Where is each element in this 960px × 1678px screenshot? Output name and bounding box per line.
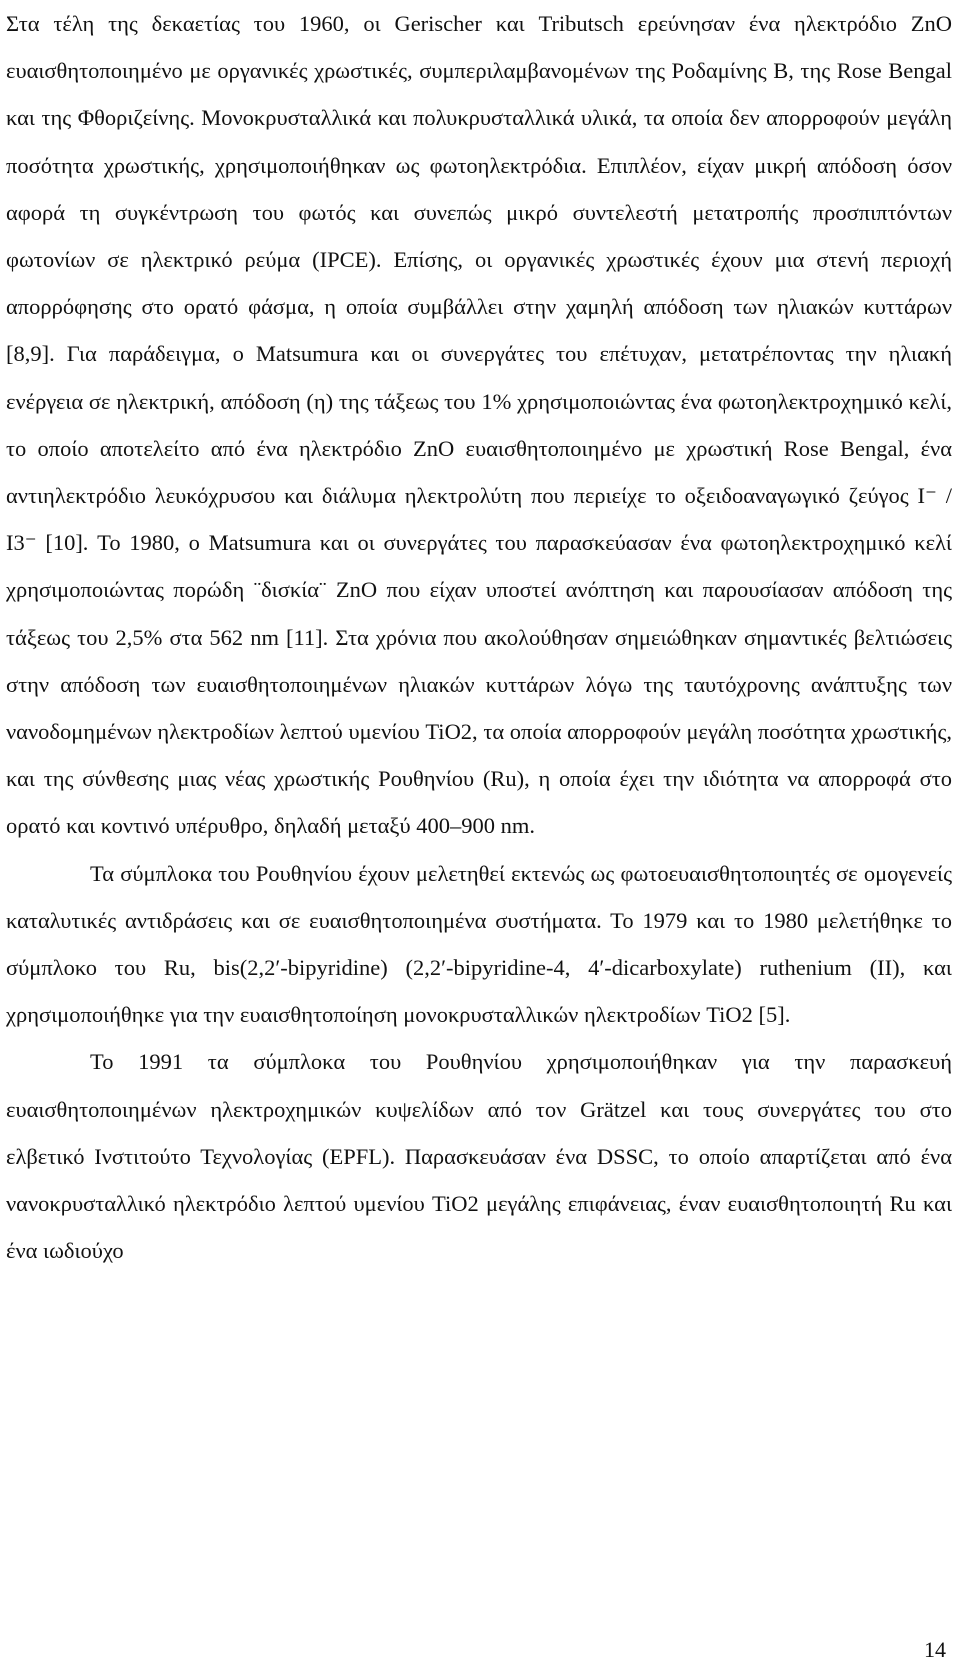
body-text (6, 0, 952, 1274)
paragraph-ruthenium-complexes: Τα σύμπλοκα του Ρουθηνίου έχουν μελετηθεί εκτενώς ως φωτοευαισθητοποιητές σε ομογενείς καταλυτικές αντιδράσεις και σε ευαισθητοποιημένα συστήματα. Το 1979 και το 1980 μελετήθηκε το σύμπλοκο του Ru, bis(2,2′-bipyridine) (2,2′-bipyridine-4, 4′-dicarboxylate) ruthenium (II), και χρησιμοποιήθηκε για την ευαισθητοποίηση μονοκρυσταλλικών ηλεκτροδίων TiO2 [5]. (6, 860, 952, 1028)
paragraph-history-zno: Στα τέλη της δεκαετίας του 1960, οι Gerischer και Tributsch ερεύνησαν ένα ηλεκτρόδιο ZnO ευαισθητοποιημένο με οργανικές χρωστικές, συμπεριλαμβανομένων της Ροδαμίνης Β, της Rose Bengal και της Φθοριζείνης. Μονοκρυσταλλικά και πολυκρυσταλλικά υλικά, τα οποία δεν απορροφούν μεγάλη ποσότητα χρωστικής, χρησιμοποιήθηκαν ως φωτοηλεκτρόδια. Επιπλέον, είχαν μικρή απόδοση όσον αφορά τη συγκέντρωση του φωτός και συνεπώς μικρό συντελεστή μετατροπής προσπιπτόντων φωτονίων σε ηλεκτρικό ρεύμα (IPCE). Επίσης, οι οργανικές χρωστικές έχουν μια στενή περιοχή απορρόφησης στο ορατό φάσμα, η οποία συμβάλλει στην χαμηλή απόδοση των ηλιακών κυττάρων [8,9]. Για παράδειγμα, ο Matsumura και οι συνεργάτες του επέτυχαν, μετατρέποντας την ηλιακή ενέργεια σε ηλεκτρική, απόδοση (η) της τάξεως του 1% χρησιμοποιώντας ένα φωτοηλεκτροχημικό κελί, το οποίο αποτελείτο από ένα ηλεκτρόδιο ZnO ευαισθητοποιημένο με χρωστική Rose Bengal, ένα αντιηλεκτρόδιο λευκόχρυσου και διάλυμα ηλεκτρολύτη που περιείχε το οξειδοαναγωγικό ζεύγος I⁻ / I3⁻ [10]. Το 1980, ο Matsumura και οι συνεργάτες του παρασκεύασαν ένα φωτοηλεκτροχημικό κελί χρησιμοποιώντας πορώδη ¨δισκία¨ ZnO που είχαν υποστεί ανόπτηση και παρουσίασαν απόδοση της τάξεως του 2,5% στα 562 nm [11]. Στα χρόνια που ακολούθησαν σημειώθηκαν σημαντικές βελτιώσεις στην απόδοση των ευαισθητοποιημένων ηλιακών κυττάρων λόγω της ταυτόχρονης ανάπτυξης των νανοδομημένων ηλεκτροδίων λεπτού υμενίου TiO2, τα οποία απορροφούν μεγάλη ποσότητα χρωστικής, και της σύνθεσης μιας νέας χρωστικής Ρουθηνίου (Ru), η οποία έχει την ιδιότητα να απορροφά στο ορατό και κοντινό υπέρυθρο, δηλαδή μεταξύ 400–900 nm. (6, 11, 952, 839)
page-number: 14 (924, 1637, 946, 1662)
paragraph-gratzel-dssc: Το 1991 τα σύμπλοκα του Ρουθηνίου χρησιμοποιήθηκαν για την παρασκευή ευαισθητοποιημένων ηλεκτροχημικών κυψελίδων από τον Grätzel και τους συνεργάτες του στο ελβετικό Ινστιτούτο Τεχνολογίας (EPFL). Παρασκευάσαν ένα DSSC, το οποίο απαρτίζεται από ένα νανοκρυσταλλικό ηλεκτρόδιο λεπτού υμενίου TiO2 μεγάλης επιφάνειας, έναν ευαισθητοποιητή Ru και ένα ιωδιούχο (6, 1049, 952, 1264)
